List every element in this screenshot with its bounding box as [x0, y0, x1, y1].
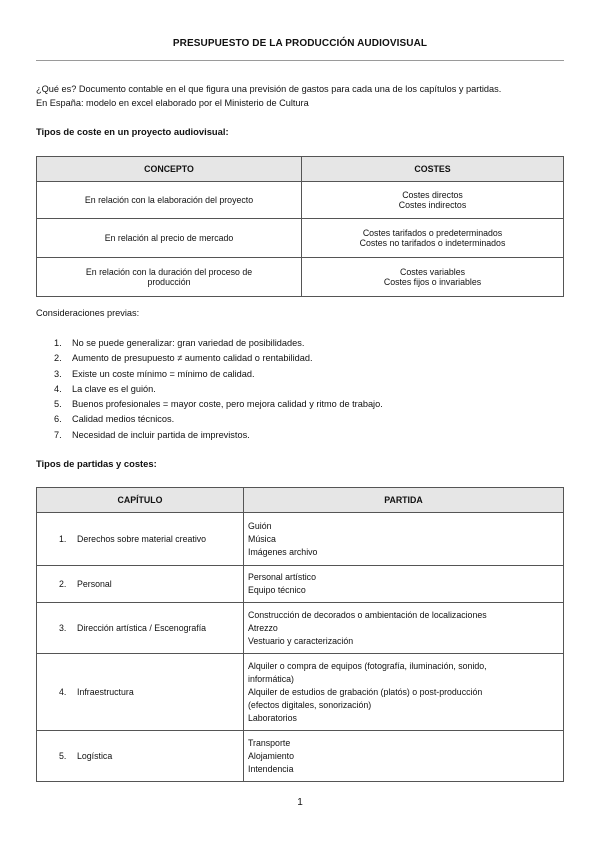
- table-header-capitulo: CAPÍTULO: [37, 488, 244, 513]
- considerations-heading: Consideraciones previas:: [36, 308, 140, 318]
- costes-cell: [302, 219, 564, 258]
- table-row: [37, 731, 564, 782]
- concepto-line: En relación con la duración del proceso de: [85, 267, 253, 277]
- partida-cell: [244, 513, 564, 566]
- list-text: No se puede generalizar: gran variedad de posibilidades.: [72, 338, 305, 348]
- partida-line: informática): [248, 673, 294, 684]
- partida-line: Intendencia: [248, 763, 294, 774]
- table-header-concepto: CONCEPTO: [37, 157, 302, 182]
- capitulo-label: Dirección artística / Escenografía: [77, 623, 207, 633]
- costes-cell: [302, 182, 564, 219]
- document-title: PRESUPUESTO DE LA PRODUCCIÓN AUDIOVISUAL: [172, 38, 428, 49]
- costes-line: Costes no tarifados o indeterminados: [359, 238, 506, 248]
- partida-line: Alquiler o compra de equipos (fotografía, iluminación, sonido,: [248, 660, 487, 671]
- list-item: [36, 367, 383, 382]
- partida-line: (efectos digitales, sonorización): [248, 699, 372, 710]
- costes-line: Costes directos: [402, 190, 463, 200]
- list-text: Calidad medios técnicos.: [72, 414, 175, 425]
- partida-line: Construcción de decorados o ambientación de localizaciones: [248, 609, 487, 620]
- concepto-cell: [37, 258, 302, 297]
- partida-cell: [244, 566, 564, 603]
- list-number: 5.: [54, 399, 62, 410]
- costes-line: Costes indirectos: [398, 200, 467, 210]
- capitulo-label: Derechos sobre material creativo: [77, 534, 207, 544]
- table-row: [37, 182, 564, 219]
- partida-line: Imágenes archivo: [248, 546, 318, 557]
- table-header-costes: COSTES: [302, 157, 564, 182]
- list-number: 6.: [54, 414, 62, 425]
- cost-types-table: [36, 156, 564, 297]
- partida-line: Alquiler de estudios de grabación (platós) o post-producción: [248, 686, 483, 697]
- list-number: 3.: [54, 368, 62, 379]
- partida-cell: [244, 603, 564, 654]
- page-number: 1: [297, 797, 303, 808]
- list-text: Existe un coste mínimo = mínimo de calidad.: [72, 368, 255, 379]
- list-item: [36, 428, 383, 443]
- table-row: [37, 219, 564, 258]
- table-row: [37, 258, 564, 297]
- list-text: Buenos profesionales = mayor coste, pero mejora calidad y ritmo de trabajo.: [72, 399, 383, 410]
- concepto-cell: En relación al precio de mercado: [37, 219, 302, 258]
- concepto-line: producción: [147, 277, 191, 287]
- table-row: [37, 603, 564, 654]
- table-row: [37, 566, 564, 603]
- list-item: [36, 351, 383, 366]
- intro-line-2: En España: modelo en excel elaborado por el Ministerio de Cultura: [36, 98, 309, 108]
- partida-line: Alojamiento: [248, 750, 294, 761]
- partida-line: Laboratorios: [248, 712, 297, 723]
- capitulo-number: 3.: [59, 623, 67, 633]
- capitulo-cell: [37, 654, 244, 731]
- capitulo-cell: [37, 513, 244, 566]
- section-heading-partidas: Tipos de partidas y costes:: [36, 458, 157, 469]
- capitulo-cell: [37, 731, 244, 782]
- list-number: 2.: [54, 353, 62, 364]
- table-header-partida: PARTIDA: [244, 488, 564, 513]
- capitulo-number: 5.: [59, 751, 67, 761]
- capitulo-number: 2.: [59, 579, 67, 589]
- list-item: [36, 336, 383, 351]
- list-text: La clave es el guión.: [72, 383, 156, 394]
- partida-cell: [244, 731, 564, 782]
- partida-line: Vestuario y caracterización: [248, 635, 354, 646]
- capitulo-cell: [37, 603, 244, 654]
- capitulo-label: Infraestructura: [77, 687, 134, 697]
- partida-line: Equipo técnico: [248, 585, 306, 595]
- capitulo-label: Logística: [77, 751, 113, 761]
- partida-cell: [244, 654, 564, 731]
- costes-line: Costes tarifados o predeterminados: [362, 228, 503, 238]
- concepto-cell: En relación con la elaboración del proyecto: [37, 182, 302, 219]
- intro-paragraph: [36, 82, 576, 110]
- partidas-table: [36, 487, 564, 782]
- list-text: Aumento de presupuesto ≠ aumento calidad o rentabilidad.: [72, 353, 313, 364]
- title-divider: [36, 60, 564, 61]
- list-text: Necesidad de incluir partida de imprevistos.: [72, 429, 250, 440]
- capitulo-label: Personal: [77, 579, 112, 589]
- list-number: 7.: [54, 429, 62, 440]
- list-number: 1.: [54, 338, 62, 348]
- list-item: [36, 382, 383, 397]
- table-row: [37, 654, 564, 731]
- capitulo-number: 4.: [59, 687, 67, 697]
- partida-line: Guión: [248, 520, 272, 531]
- partida-line: Música: [248, 533, 276, 544]
- capitulo-cell: [37, 566, 244, 603]
- capitulo-number: 1.: [59, 534, 67, 544]
- list-item: [36, 412, 383, 427]
- partida-line: Transporte: [248, 737, 291, 748]
- partida-line: Atrezzo: [248, 622, 278, 633]
- list-item: [36, 397, 383, 412]
- considerations-list: [36, 336, 383, 443]
- list-number: 4.: [54, 383, 62, 394]
- costes-cell: [302, 258, 564, 297]
- costes-line: Costes variables: [399, 267, 466, 277]
- partida-line: Personal artístico: [248, 572, 316, 582]
- intro-line-1: ¿Qué es? Documento contable en el que figura una previsión de gastos para cada una de los capítulos y partidas.: [36, 84, 502, 94]
- section-heading-cost-types: Tipos de coste en un proyecto audiovisual:: [36, 126, 229, 137]
- table-row: [37, 513, 564, 566]
- costes-line: Costes fijos o invariables: [383, 277, 482, 287]
